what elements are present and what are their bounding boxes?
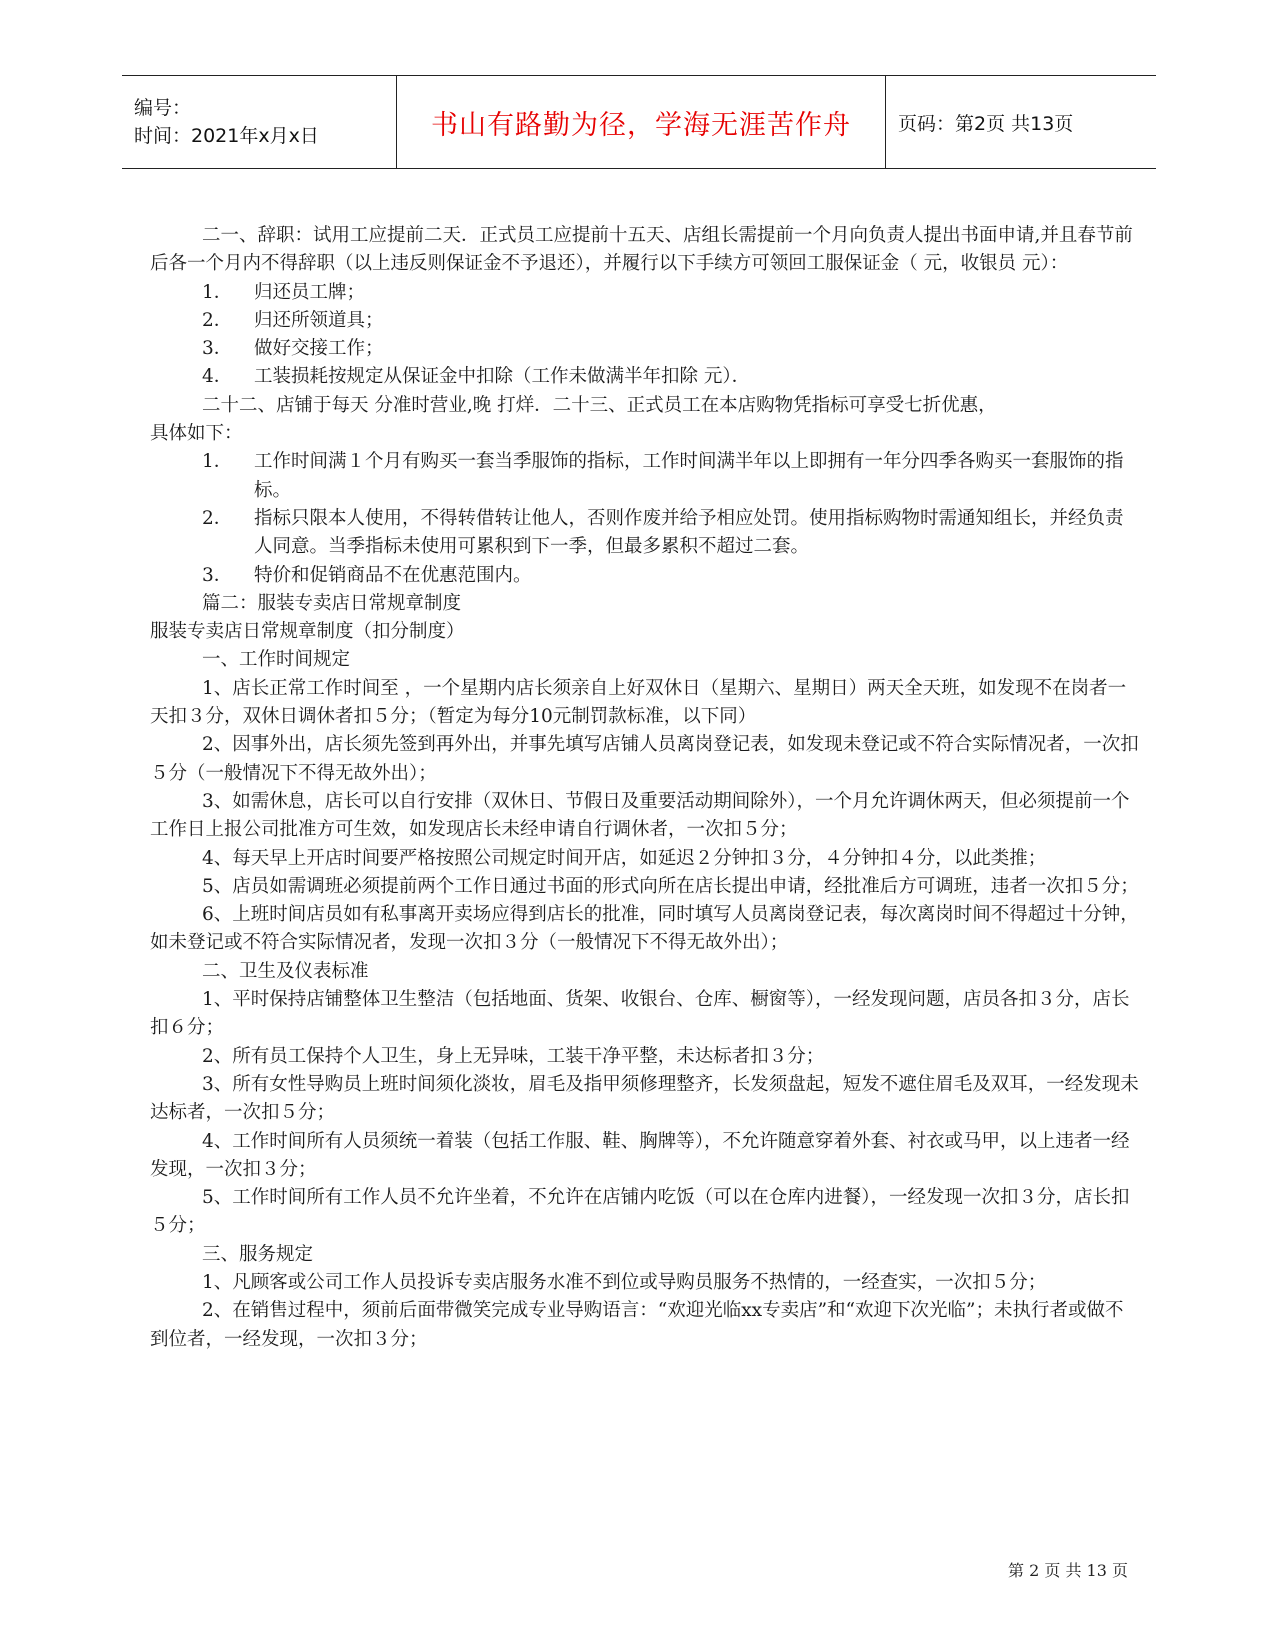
body-paragraph: 三、服务规定	[202, 1243, 314, 1265]
header-meta	[122, 76, 396, 168]
body-paragraph: 二一、辞职：试用工应提前二天．正式员工应提前十五天、店组长需提前一个月向负责人提出书面申请,并且春节前后各一个月内不得辞职（以上违反则保证金不予退还），并履行以下手续方可领回工服保证金（ 元，收银员 元）：	[150, 225, 1133, 275]
header-page-cell	[886, 76, 1156, 168]
body-paragraph: 3、所有女性导购员上班时间须化淡妆，眉毛及指甲须修理整齐，长发须盘起，短发不遮住眉毛及双耳，一经发现未达标者，一次扣５分；	[150, 1073, 1139, 1124]
body-paragraph: 二、卫生及仪表标准	[202, 960, 369, 982]
item-text: 归还员工牌；	[254, 281, 366, 303]
item-text: 工作时间满１个月有购买一套当季服饰的指标，工作时间满半年以上即拥有一年分四季各购买一套服饰的指标。	[254, 451, 1124, 501]
numbered-item	[150, 307, 1140, 335]
item-text: 做好交接工作；	[254, 338, 384, 360]
numbered-item	[150, 335, 1140, 363]
numbered-item	[150, 279, 1140, 307]
body-paragraph: 4、工作时间所有人员须统一着装（包括工作服、鞋、胸牌等），不允许随意穿着外套、衬衣或马甲，以上违者一经发现，一次扣３分；	[150, 1130, 1130, 1180]
body-paragraph: 1、凡顾客或公司工作人员投诉专卖店服务水准不到位或导购员服务不热情的，一经查实，一次扣５分；	[202, 1271, 1047, 1293]
body-paragraph: 4、每天早上开店时间要严格按照公司规定时间开店，如延迟２分钟扣３分，４分钟扣４分，以此类推；	[202, 847, 1047, 869]
body-paragraph: 二十二、店铺于每天 分准时营业,晚 打烊．二十三、正式员工在本店购物凭指标可享受七折优惠，	[202, 394, 997, 416]
header-motto-cell	[396, 76, 886, 168]
body-paragraph: 2、在销售过程中，须前后面带微笑完成专业导购语言：“欢迎光临xx专卖店”和“欢迎下次光临”；未执行者或做不到位者，一经发现，一次扣３分；	[150, 1300, 1124, 1350]
item-text: 归还所领道具；	[254, 309, 384, 331]
body-paragraph: 2、因事外出，店长须先签到再外出，并事先填写店铺人员离岗登记表，如发现未登记或不符合实际情况者，一次扣５分（一般情况下不得无故外出）；	[150, 734, 1139, 784]
body-paragraph: 5、工作时间所有工作人员不允许坐着，不允许在店铺内吃饭（可以在仓库内进餐），一经发现一次扣３分，店长扣５分；	[150, 1187, 1130, 1237]
body-paragraph: 3、如需休息，店长可以自行安排（双休日、节假日及重要活动期间除外），一个月允许调休两天，但必须提前一个工作日上报公司批准方可生效，如发现店长未经申请自行调休者，一次扣５分；	[150, 790, 1130, 841]
body-paragraph: 5、店员如需调班必须提前两个工作日通过书面的形式向所在店长提出申请，经批准后方可调班，违者一次扣５分；	[202, 875, 1139, 897]
header-motto: 书山有路勤为径，学海无涯苦作舟	[431, 109, 851, 141]
numbered-item	[150, 363, 1140, 391]
document-time-label: 时间：2021年x月x日	[134, 125, 319, 147]
body-paragraph: 6、上班时间店员如有私事离开卖场应得到店长的批准，同时填写人员离岗登记表，每次离岗时间不得超过十分钟，如未登记或不符合实际情况者，发现一次扣３分（一般情况下不得无故外出）；	[150, 904, 1139, 954]
body-paragraph: 服装专卖店日常规章制度（扣分制度）	[150, 621, 465, 643]
item-number: 1．	[202, 281, 233, 303]
item-number: 3．	[202, 564, 233, 586]
header-page-number: 页码：第2页 共13页	[898, 112, 1074, 135]
item-text: 工装损耗按规定从保证金中扣除（工作未做满半年扣除 元）．	[254, 366, 751, 388]
item-number: 2．	[202, 507, 233, 529]
item-number: 3．	[202, 338, 233, 360]
item-text: 指标只限本人使用，不得转借转让他人，否则作废并给予相应处罚。使用指标购物时需通知组长，并经负责人同意。当季指标未使用可累积到下一季，但最多累积不超过二套。	[254, 507, 1124, 558]
item-text: 特价和促销商品不在优惠范围内。	[254, 564, 532, 586]
item-number: 2．	[202, 309, 233, 331]
body-paragraph: 1、店长正常工作时间至 ，一个星期内店长须亲自上好双休日（星期六、星期日）两天全天班，如发现不在岗者一天扣３分，双休日调休者扣５分；（暂定为每分10元制罚款标准，以下同）	[150, 677, 1127, 728]
page-footer: 第 2 页 共 13 页	[1008, 1561, 1128, 1580]
page-header	[122, 75, 1156, 169]
document-number-label: 编号：	[134, 97, 192, 119]
body-paragraph: 2、所有员工保持个人卫生，身上无异味，工装干净平整，未达标者扣３分；	[202, 1045, 825, 1067]
document-body	[150, 222, 1140, 1354]
item-number: 1．	[202, 451, 233, 473]
body-paragraph: 具体如下：	[150, 423, 243, 445]
numbered-item	[150, 562, 1140, 590]
numbered-item	[150, 505, 1140, 562]
body-paragraph: 一、工作时间规定	[202, 649, 351, 671]
numbered-item	[150, 448, 1140, 505]
body-paragraph: 1、平时保持店铺整体卫生整洁（包括地面、货架、收银台、仓库、橱窗等），一经发现问题，店员各扣３分，店长扣６分；	[150, 989, 1130, 1039]
item-number: 4．	[202, 366, 233, 388]
body-paragraph: 篇二：服装专卖店日常规章制度	[202, 592, 462, 614]
